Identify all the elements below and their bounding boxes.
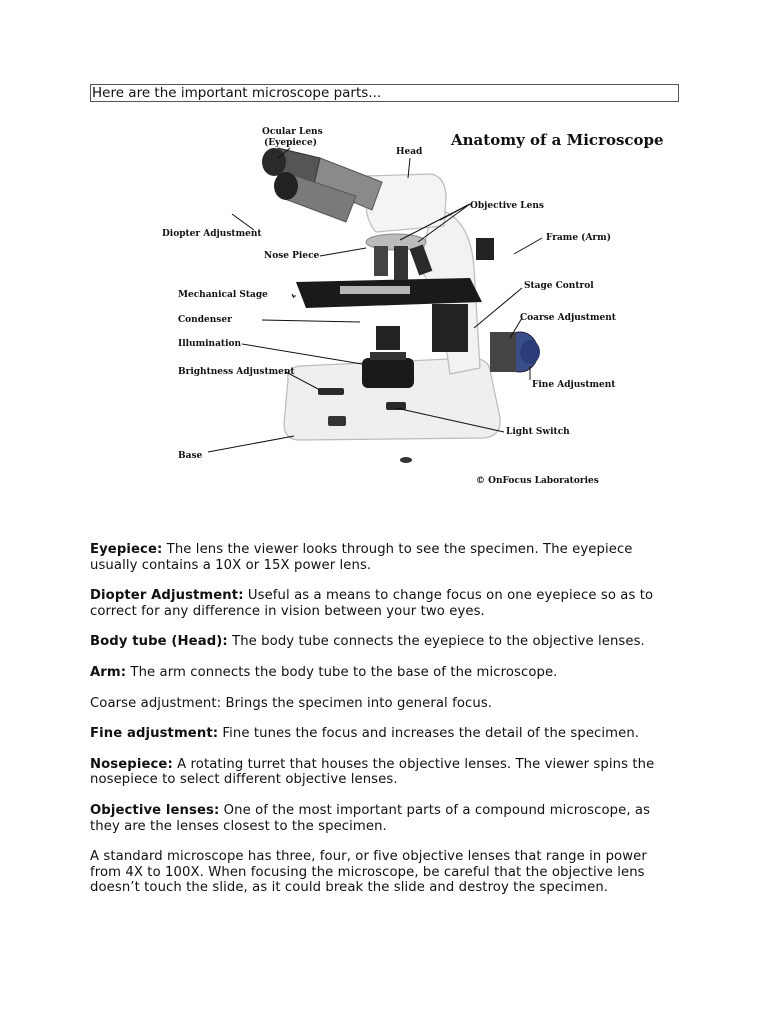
- term: Diopter Adjustment:: [90, 588, 244, 604]
- definition: The body tube connects the eyepiece to the objective lenses.: [227, 634, 645, 650]
- label-light-switch: Light Switch: [506, 427, 570, 437]
- definition: A standard microscope has three, four, or five objective lenses that range in power from 4X to 100X. When focusing the microscope, be careful that the objective lens doesn’t touch the slide, as it could break the slide and destroy the specimen.: [90, 849, 647, 896]
- condenser-shape: [376, 326, 400, 350]
- definition: One of the most important parts of a compound microscope, as they are the lenses closest to the specimen.: [90, 802, 651, 834]
- ocular-lens-right-shape: [274, 172, 298, 200]
- label-ocular-lens: Ocular Lens: [262, 127, 323, 137]
- label-base: Base: [178, 451, 203, 461]
- stage-control-shape: [432, 304, 468, 352]
- term: Fine adjustment:: [90, 726, 219, 742]
- definition: A rotating turret that houses the objective lenses. The viewer spins the nosepiece to select different objective lenses.: [90, 756, 655, 788]
- label-frame-arm: Frame (Arm): [546, 233, 611, 243]
- paragraph-body-tube: [90, 634, 680, 650]
- arm-logo-shape: [476, 238, 494, 260]
- term: Nosepiece:: [90, 756, 173, 772]
- label-fine-adjustment: Fine Adjustment: [532, 380, 616, 390]
- paragraph-coarse-adjustment: [90, 696, 680, 712]
- knob-housing-shape: [490, 332, 516, 372]
- paragraph-eyepiece: [90, 542, 680, 573]
- term: Objective lenses:: [90, 802, 220, 818]
- microscope-figure: [162, 118, 664, 498]
- ocular-lens-left-shape: [262, 148, 286, 176]
- definition: The arm connects the body tube to the base of the microscope.: [126, 664, 558, 680]
- definition: The lens the viewer looks through to see the specimen. The eyepiece usually contains a 10X or 15X power lens.: [90, 542, 633, 573]
- label-mechanical-stage: Mechanical Stage: [178, 290, 268, 300]
- paragraph-objective-lenses: [90, 803, 680, 834]
- objective-lens-1-shape: [374, 246, 388, 276]
- label-nose-piece: Nose Piece: [264, 251, 320, 261]
- paragraph-fine-adjustment: [90, 726, 680, 742]
- label-eyepiece: (Eyepiece): [264, 138, 317, 148]
- figure-copyright: © OnFocus Laboratories: [476, 476, 599, 486]
- paragraph-nosepiece: [90, 757, 680, 788]
- section-header-text: Here are the important microscope parts...: [92, 85, 382, 101]
- paragraph-arm: [90, 665, 680, 681]
- label-stage-control: Stage Control: [524, 281, 594, 291]
- paragraph-diopter-adjustment: [90, 588, 680, 619]
- label-condenser: Condenser: [178, 315, 232, 325]
- brightness-knob-shape: [318, 388, 344, 395]
- illumination-shape: [362, 358, 414, 388]
- figure-title: Anatomy of a Microscope: [451, 131, 664, 149]
- section-header: [90, 84, 679, 102]
- label-illumination: Illumination: [178, 339, 242, 349]
- label-brightness-adjustment: Brightness Adjustment: [178, 367, 295, 377]
- term: Body tube (Head):: [90, 634, 228, 650]
- description-list: [90, 542, 680, 911]
- slide-shape: [340, 286, 410, 294]
- foot-shape: [400, 457, 412, 463]
- fine-knob-shape: [520, 340, 540, 364]
- term: Arm:: [90, 664, 127, 680]
- label-coarse-adjustment: Coarse Adjustment: [520, 313, 616, 323]
- microscope-illustration: [162, 118, 664, 498]
- definition: Fine tunes the focus and increases the detail of the specimen.: [218, 726, 640, 742]
- definition: Useful as a means to change focus on one eyepiece so as to correct for any difference in vision between your two eyes.: [90, 588, 654, 619]
- base-logo-shape: [328, 416, 346, 426]
- light-switch-shape: [386, 402, 406, 410]
- label-head: Head: [396, 147, 423, 157]
- label-objective-lens: Objective Lens: [470, 201, 544, 211]
- objective-lens-2-shape: [394, 246, 408, 280]
- term: Eyepiece:: [90, 542, 163, 557]
- condenser-ring-shape: [370, 352, 406, 360]
- paragraph-standard-microscope: [90, 849, 680, 896]
- definition: Coarse adjustment: Brings the specimen into general focus.: [90, 695, 493, 711]
- label-diopter-adjustment: Diopter Adjustment: [162, 229, 262, 239]
